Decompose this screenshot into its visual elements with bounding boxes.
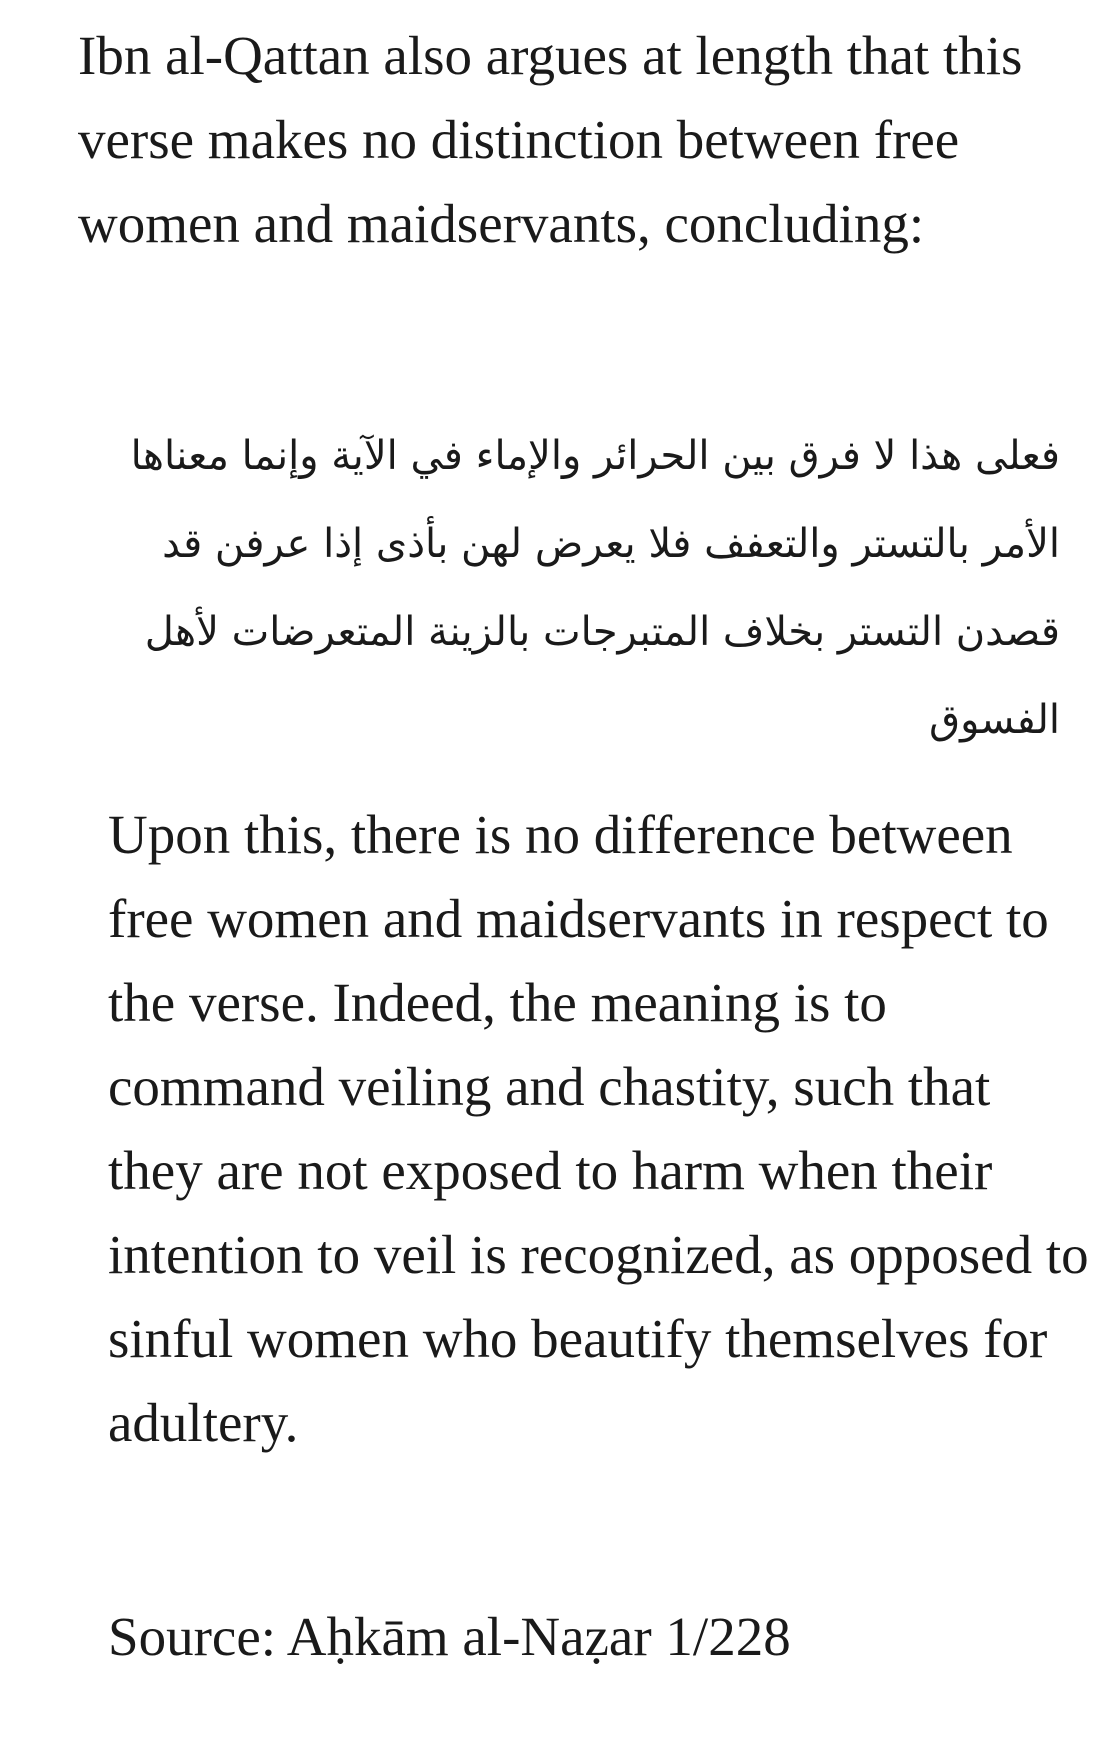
source-citation: Source: Aḥkām al-Naẓar 1/228 [108, 1606, 791, 1667]
intro-paragraph: Ibn al-Qattan also argues at length that this verse makes no distinction between free women and maidservants, concluding: [78, 25, 1023, 254]
translation-paragraph: Upon this, there is no difference between free women and maidservants in respect to the verse. Indeed, the meaning is to command veiling and chastity, such that they are not exposed to harm when their intention to veil is recognized, as opposed to sinful women who beautify themselves for adultery. [108, 804, 1089, 1453]
arabic-quote: فعلى هذا لا فرق بين الحرائر والإماء في الآية وإنما معناها الأمر بالتستر والتعفف فلا يعرض لهن بأذى إذا عرفن قد قصدن التستر بخلاف المتبرجات بالزينة المتعرضات لأهل الفسوق [130, 433, 1060, 743]
